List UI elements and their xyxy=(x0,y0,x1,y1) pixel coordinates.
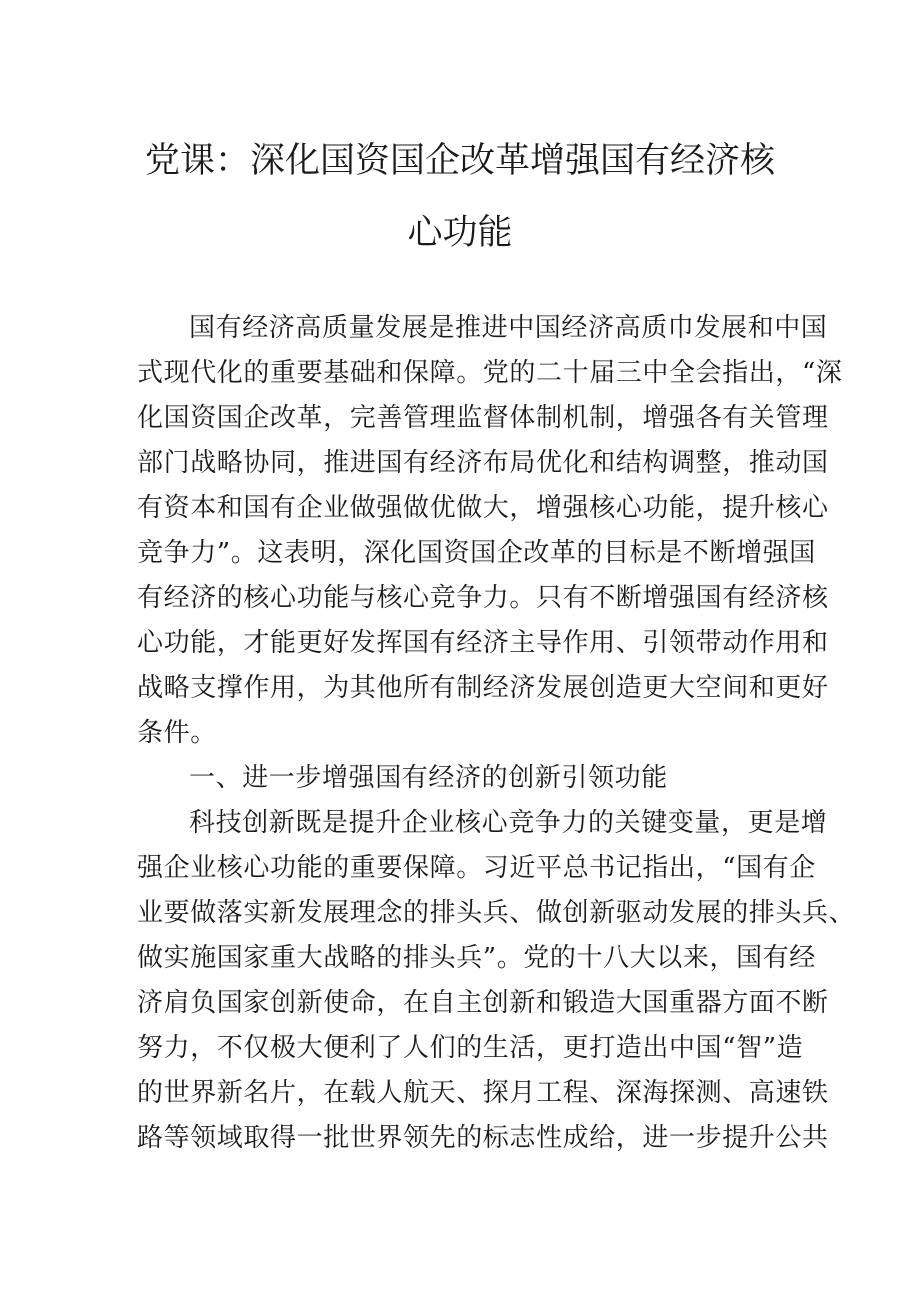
section1-line-2: 强企业核心功能的重要保障。习近平总书记指出，“国有企 xyxy=(137,853,816,883)
intro-line-8: 心功能，才能更好发挥国有经济主导作用、引领带动作用和 xyxy=(137,628,829,658)
section-heading-1: 一、进一步增强国有经济的创新引领功能 xyxy=(189,763,668,793)
intro-line-7: 有经济的核心功能与核心竞争力。只有不断增强国有经济核 xyxy=(137,583,829,613)
document-title-line-1: 党课：深化国资国企改革增强国有经济核 xyxy=(144,141,775,181)
intro-line-2: 式现代化的重要基础和保障。党的二十届三中全会指出，“深 xyxy=(137,358,843,388)
intro-line-3: 化国资国企改革，完善管理监督体制机制，增强各有关管理 xyxy=(137,403,829,433)
intro-line-4: 部门战略协同，推进国有经济布局优化和结构调整，推动国 xyxy=(137,448,829,478)
intro-line-10: 条件。 xyxy=(137,718,217,748)
section1-line-8: 路等领域取得一批世界领先的标志性成给，进一步提升公共 xyxy=(137,1123,829,1153)
intro-line-6: 竞争力”。这表明，深化国资国企改革的目标是不断增强国 xyxy=(137,538,816,568)
intro-line-9: 战略支撑作用，为其他所有制经济发展创造更大空间和更好 xyxy=(137,673,829,703)
section1-line-1: 科技创新既是提升企业核心竞争力的关键变量，更是增 xyxy=(189,808,828,838)
intro-line-1: 国有经济高质量发展是推进中国经济高质巾发展和中国 xyxy=(189,313,828,343)
section1-line-7: 的世界新名片，在载人航天、探月工程、深海探测、高速铁 xyxy=(137,1078,829,1108)
intro-line-5: 有资本和国有企业做强做优做大，增强核心功能，提升核心 xyxy=(137,493,829,523)
section1-line-5: 济肩负国家创新使命，在自主创新和锻造大国重器方面不断 xyxy=(137,988,829,1018)
section1-line-3: 业要做落实新发展理念的排头兵、做创新驱动发展的排头兵、 xyxy=(137,898,856,928)
document-title-line-2: 心功能 xyxy=(407,213,513,253)
section1-line-6: 努力，不仅极大便利了人们的生活，更打造出中国“智”造 xyxy=(137,1033,804,1063)
section1-line-4: 做实施国家重大战略的排头兵”。党的十八大以来，国有经 xyxy=(137,943,816,973)
